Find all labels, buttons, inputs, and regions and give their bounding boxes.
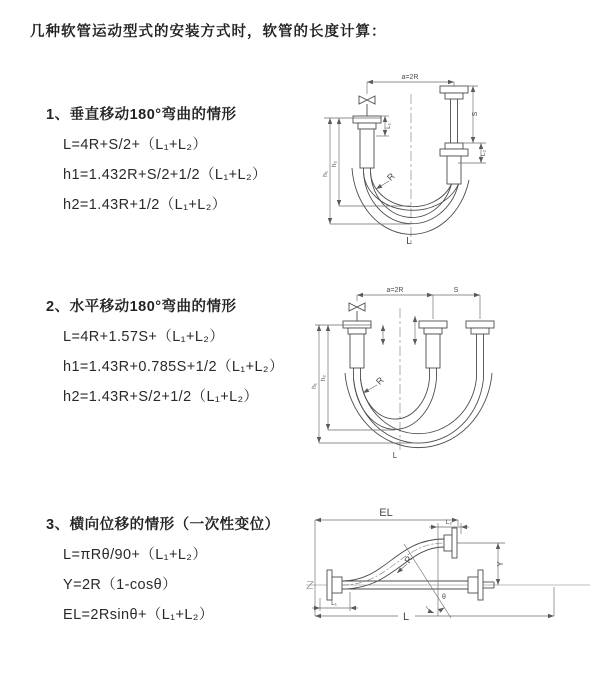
section-2-heading: 2、水平移动180°弯曲的情形 [46, 299, 237, 315]
valve-icon [349, 303, 365, 321]
formula-y: Y=2R（1-cosθ） [63, 577, 177, 593]
dim-label-length: L [392, 451, 398, 460]
formula-h1: h1=1.43R+0.785S+1/2（L₁+L₂） [63, 359, 284, 375]
diagram-vertical-180-bend [312, 66, 592, 263]
diagram-lateral-displacement [298, 494, 598, 656]
dim-label-s: S [472, 111, 479, 117]
right-flange [440, 86, 468, 184]
page-title: 几种软管运动型式的安装方式时，软管的长度计算： [30, 24, 387, 40]
dim-label-s: S [453, 287, 459, 294]
dim-label-a2r: a=2R [386, 287, 404, 294]
curved-hose [342, 528, 457, 589]
dim-label-l1: L₁ [385, 123, 392, 129]
dim-label-h2: h₂ [331, 160, 338, 168]
dim-label-r: R [402, 554, 415, 565]
dim-top-span [357, 287, 480, 319]
dim-label-r: R [385, 171, 397, 183]
dim-label-a2r: a=2R [401, 74, 419, 81]
formula-length: L=4R+S/2+（L₁+L₂） [63, 137, 208, 153]
formula-h2: h2=1.43R+1/2（L₁+L₂） [63, 197, 227, 213]
left-flange [353, 116, 381, 172]
dim-label-l1: L₁ [331, 600, 337, 607]
formula-length: L=4R+1.57S+（L₁+L₂） [63, 329, 225, 345]
right-flange [466, 321, 494, 378]
center-flange [419, 321, 447, 378]
dim-label-y: Y [496, 561, 505, 567]
formula-h2: h2=1.43R+S/2+1/2（L₁+L₂） [63, 389, 259, 405]
formula-h1: h1=1.432R+S/2+1/2（L₁+L₂） [63, 167, 267, 183]
dim-label-theta: θ [442, 594, 446, 601]
hose-bends [345, 373, 492, 448]
dim-label-l2: L₂ [480, 149, 487, 157]
dim-label-l2: L₂ [445, 519, 453, 526]
section-vertical-bend [46, 100, 267, 220]
dim-label-length: L [406, 236, 412, 247]
formula-el: EL=2Rsinθ+（L₁+L₂） [63, 607, 214, 623]
section-lateral-displacement [46, 510, 280, 630]
dim-label-length: L [402, 611, 410, 623]
formula-length: L=πRθ/90+（L₁+L₂） [63, 547, 208, 563]
section-horizontal-bend [46, 292, 284, 412]
dim-label-r: R [374, 375, 386, 387]
radius-callout [363, 375, 386, 393]
dim-fitting-top [429, 519, 469, 534]
valve-icon [359, 96, 375, 116]
section-3-heading: 3、横向位移的情形（一次性变位） [46, 517, 280, 533]
dim-label-h1: h₁ [322, 171, 329, 177]
dim-label-el: EL [379, 507, 393, 519]
dim-label-h2: h₂ [320, 374, 327, 382]
radius-callout [376, 171, 397, 189]
diagram-horizontal-180-bend [303, 278, 593, 468]
section-1-heading: 1、垂直移动180°弯曲的情形 [46, 107, 237, 123]
dim-fitting-ticks [383, 316, 415, 345]
dim-label-h1: h₁ [311, 383, 318, 389]
dim-fitting-left [312, 592, 358, 611]
left-flange [343, 321, 371, 378]
